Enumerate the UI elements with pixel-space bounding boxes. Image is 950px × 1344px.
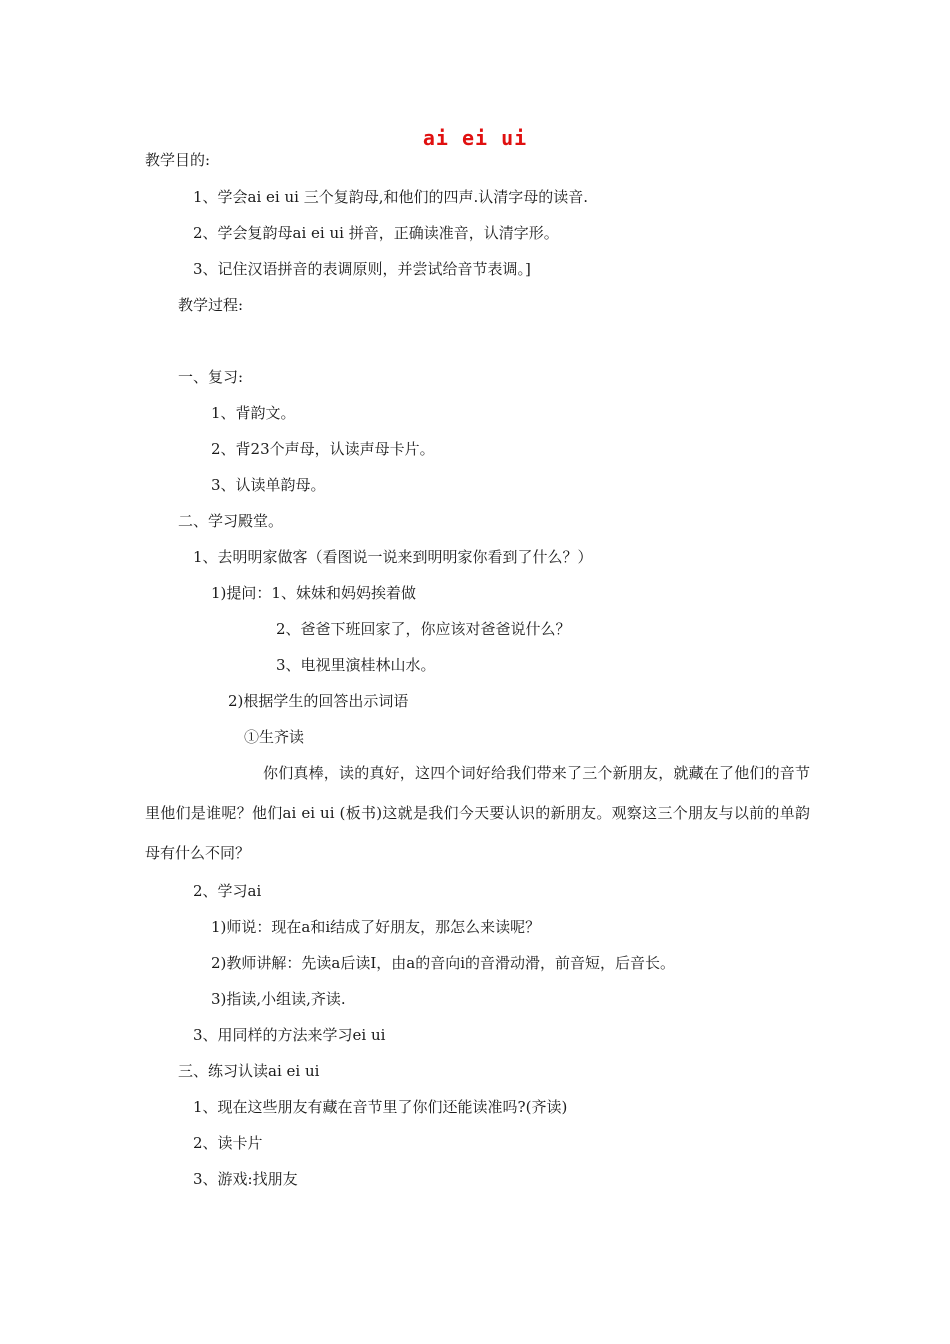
objective-item: 3、记住汉语拼音的表调原则，并尝试给音节表调。]	[193, 260, 531, 278]
document-title: ai ei ui	[422, 126, 528, 150]
review-item: 1、背韵文。	[211, 404, 296, 422]
question-intro: 1)提问：1、妹妹和妈妈挨着做	[211, 584, 416, 602]
ai-item: 2)教师讲解：先读a后读I，由a的音向i的音滑动滑，前音短，后音长。	[211, 954, 676, 972]
read-together: ①生齐读	[244, 728, 305, 746]
practice-item: 3、游戏:找朋友	[193, 1170, 298, 1188]
question-item: 2、爸爸下班回家了，你应该对爸爸说什么？	[276, 620, 571, 638]
practice-item: 2、读卡片	[193, 1134, 263, 1152]
objective-item: 2、学会复韵母ai ei ui 拼音，正确读准音，认清字形。	[193, 224, 559, 242]
section-heading-practice: 三、练习认读ai ei ui	[178, 1062, 320, 1080]
words-step: 2)根据学生的回答出示词语	[228, 692, 409, 710]
review-item: 2、背23个声母，认读声母卡片。	[211, 440, 435, 458]
narrative-paragraph: 你们真棒，读的真好，这四个词好给我们带来了三个新朋友，就藏在了他们的音节里他们是谁呢？他们ai ei ui (板书)这就是我们今天要认识的新朋友。观察这三个朋友与以前的单韵母有什么不同？	[145, 764, 810, 862]
learn-step-1: 1、去明明家做客（看图说一说来到明明家你看到了什么？）	[193, 548, 593, 566]
question-item: 3、电视里演桂林山水。	[276, 656, 436, 674]
process-heading: 教学过程:	[178, 296, 244, 314]
objectives-heading: 教学目的:	[145, 151, 211, 169]
objective-item: 1、学会ai ei ui 三个复韵母,和他们的四声.认清字母的读音.	[193, 188, 589, 206]
ai-item: 1)师说：现在a和i结成了好朋友，那怎么来读呢？	[211, 918, 541, 936]
practice-item: 1、现在这些朋友有藏在音节里了你们还能读准吗?(齐读)	[193, 1098, 568, 1116]
section-heading-review: 一、复习:	[178, 368, 244, 386]
learn-step-3: 3、用同样的方法来学习ei ui	[193, 1026, 386, 1044]
review-item: 3、认读单韵母。	[211, 476, 326, 494]
section-heading-learn: 二、学习殿堂。	[178, 512, 284, 530]
ai-item: 3)指读,小组读,齐读.	[211, 990, 346, 1008]
learn-step-2: 2、学习ai	[193, 882, 262, 900]
